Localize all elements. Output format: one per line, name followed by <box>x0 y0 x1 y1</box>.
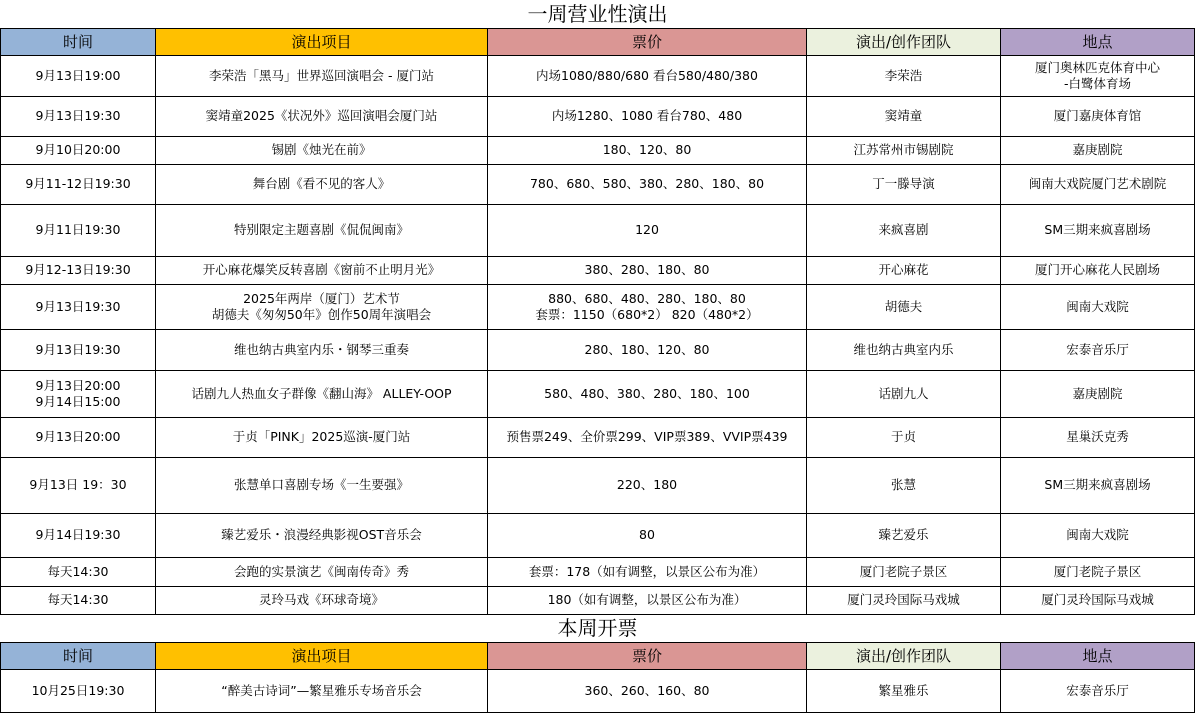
header-venue[interactable]: 地点 <box>1001 642 1195 669</box>
price-cell[interactable] <box>488 204 807 256</box>
venue-cell[interactable] <box>1001 513 1195 557</box>
show-cell[interactable] <box>156 256 488 284</box>
show-cell[interactable] <box>156 557 488 586</box>
price-cell[interactable] <box>488 669 807 712</box>
cell-text-line: 厦门灵玲国际马戏城 <box>847 592 960 607</box>
section-title-weekly-performances: 一周营业性演出 <box>1 0 1195 28</box>
time-cell[interactable] <box>1 256 156 284</box>
price-cell[interactable] <box>488 370 807 417</box>
cell-text-line: 厦门老院子景区 <box>859 563 948 579</box>
cell-text-line: 张慧 <box>890 477 916 492</box>
price-cell[interactable] <box>488 55 807 96</box>
venue-cell[interactable] <box>1001 96 1195 136</box>
cell-text-line: 繁星雅乐 <box>878 682 929 698</box>
cell-text-line: 窦靖童2025《状况外》巡回演唱会厦门站 <box>205 108 438 123</box>
time-cell[interactable] <box>1 136 156 164</box>
cell-text-line: 维也纳古典室内乐・钢琴三重奏 <box>233 341 409 357</box>
venue-cell[interactable] <box>1001 329 1195 370</box>
team-cell[interactable] <box>807 586 1001 614</box>
cell-text-line: 臻艺爱乐・浪漫经典影视OST音乐会 <box>221 527 422 542</box>
table-row <box>1 513 1195 557</box>
cell-text-line: 来疯喜剧 <box>878 222 929 237</box>
cell-text-line: 9月11-12日19:30 <box>25 176 131 191</box>
cell-text-line: 每天14:30 <box>47 563 109 579</box>
price-cell[interactable] <box>488 557 807 586</box>
cell-text-line: “醉美古诗词”—繁星雅乐专场音乐会 <box>221 682 422 698</box>
team-cell[interactable] <box>807 329 1001 370</box>
cell-text-line: 厦门奥林匹克体育中心 <box>1035 59 1161 75</box>
price-cell[interactable] <box>488 586 807 614</box>
cell-text-line: 于贞「PINK」2025巡演-厦门站 <box>232 429 411 444</box>
header-row <box>1 28 1195 55</box>
cell-text-line: 80 <box>639 527 655 542</box>
cell-text-line: 10月25日19:30 <box>31 682 125 698</box>
cell-text-line: 嘉庚剧院 <box>1072 385 1123 401</box>
price-cell[interactable] <box>488 457 807 513</box>
cell-text-line: 于贞 <box>890 429 916 444</box>
cell-text-line: 220、180 <box>616 477 678 492</box>
venue-cell[interactable] <box>1001 557 1195 586</box>
show-cell[interactable] <box>156 513 488 557</box>
cell-text-line: 120 <box>635 222 659 237</box>
table-row <box>1 586 1195 614</box>
price-cell[interactable] <box>488 164 807 204</box>
team-cell[interactable] <box>807 370 1001 417</box>
team-cell[interactable] <box>807 164 1001 204</box>
table-row <box>1 136 1195 164</box>
time-cell[interactable] <box>1 586 156 614</box>
show-cell[interactable] <box>156 457 488 513</box>
header-row <box>1 642 1195 669</box>
time-cell[interactable] <box>1 164 156 204</box>
cell-text-line: 每天14:30 <box>47 592 109 607</box>
cell-text-line: 9月13日20:00 <box>35 377 121 393</box>
cell-text-line: 嘉庚剧院 <box>1072 142 1123 157</box>
venue-cell[interactable] <box>1001 586 1195 614</box>
header-team[interactable]: 演出/创作团队 <box>807 28 1001 55</box>
cell-text-line: 9月13日19:30 <box>35 298 121 314</box>
cell-text-line: 厦门开心麻花人民剧场 <box>1035 262 1161 277</box>
cell-text-line: 180（如有调整，以景区公布为准） <box>547 592 747 607</box>
header-venue[interactable]: 地点 <box>1001 28 1195 55</box>
header-time[interactable]: 时间 <box>1 28 156 55</box>
show-cell[interactable] <box>156 284 488 329</box>
cell-text-line: 9月13日 19：30 <box>29 477 127 492</box>
header-price[interactable]: 票价 <box>488 28 807 55</box>
table-row <box>1 256 1195 284</box>
table-row <box>1 669 1195 712</box>
venue-cell[interactable] <box>1001 669 1195 712</box>
header-time[interactable]: 时间 <box>1 642 156 669</box>
show-cell[interactable] <box>156 586 488 614</box>
table-row <box>1 370 1195 417</box>
show-cell[interactable] <box>156 164 488 204</box>
cell-text-line: 厦门嘉庚体育馆 <box>1053 108 1142 123</box>
cell-text-line: 套票：1150（680*2） 820（480*2） <box>535 306 759 322</box>
venue-cell[interactable] <box>1001 136 1195 164</box>
show-cell[interactable] <box>156 329 488 370</box>
table-row <box>1 284 1195 329</box>
show-cell[interactable] <box>156 370 488 417</box>
cell-text-line: -白鹭体育场 <box>1064 75 1132 91</box>
table-row <box>1 457 1195 513</box>
team-cell[interactable] <box>807 557 1001 586</box>
cell-text-line: 9月14日15:00 <box>35 393 121 409</box>
cell-text-line: 闽南大戏院 <box>1066 527 1129 542</box>
time-cell[interactable] <box>1 370 156 417</box>
team-cell[interactable] <box>807 457 1001 513</box>
cell-text-line: 胡德夫 <box>884 298 923 314</box>
cell-text-line: 维也纳古典室内乐 <box>853 341 954 357</box>
time-cell[interactable] <box>1 457 156 513</box>
time-cell[interactable] <box>1 329 156 370</box>
header-show[interactable]: 演出项目 <box>156 28 488 55</box>
table-row <box>1 204 1195 256</box>
cell-text-line: 话剧九人 <box>878 385 929 401</box>
cell-text-line: 9月13日19:00 <box>35 67 121 83</box>
cell-text-line: 套票：178（如有调整，以景区公布为准） <box>528 563 766 579</box>
price-cell[interactable] <box>488 256 807 284</box>
cell-text-line: 380、280、180、80 <box>584 262 710 277</box>
cell-text-line: 9月12-13日19:30 <box>25 262 131 277</box>
price-cell[interactable] <box>488 284 807 329</box>
show-cell[interactable] <box>156 417 488 457</box>
team-cell[interactable] <box>807 256 1001 284</box>
cell-text-line: 180、120、80 <box>602 142 692 157</box>
cell-text-line: SM三期来疯喜剧场 <box>1044 222 1151 237</box>
cell-text-line: 李荣浩「黑马」世界巡回演唱会 - 厦门站 <box>209 67 434 83</box>
cell-text-line: 开心麻花 <box>878 262 929 277</box>
table-row <box>1 164 1195 204</box>
cell-text-line: 内场1080/880/680 看台580/480/380 <box>536 67 758 83</box>
table-row <box>1 417 1195 457</box>
cell-text-line: 李荣浩 <box>884 67 923 83</box>
cell-text-line: 厦门老院子景区 <box>1053 563 1142 579</box>
cell-text-line: SM三期来疯喜剧场 <box>1044 477 1151 492</box>
team-cell[interactable] <box>807 284 1001 329</box>
venue-cell[interactable] <box>1001 284 1195 329</box>
price-cell[interactable] <box>488 136 807 164</box>
cell-text-line: 丁一滕导演 <box>872 176 935 191</box>
cell-text-line: 9月13日19:30 <box>35 108 121 123</box>
cell-text-line: 9月10日20:00 <box>35 142 121 157</box>
venue-cell[interactable] <box>1001 55 1195 96</box>
price-cell[interactable] <box>488 417 807 457</box>
cell-text-line: 宏泰音乐厅 <box>1066 682 1129 698</box>
cell-text-line: 张慧单口喜剧专场《一生要强》 <box>233 477 409 492</box>
cell-text-line: 锡剧《烛光在前》 <box>271 142 372 157</box>
time-cell[interactable] <box>1 513 156 557</box>
cell-text-line: 280、180、120、80 <box>584 341 710 357</box>
venue-cell[interactable] <box>1001 417 1195 457</box>
venue-cell[interactable] <box>1001 370 1195 417</box>
cell-text-line: 臻艺爱乐 <box>878 527 929 542</box>
show-cell[interactable] <box>156 55 488 96</box>
cell-text-line: 9月11日19:30 <box>35 222 121 237</box>
cell-text-line: 厦门灵玲国际马戏城 <box>1041 592 1154 607</box>
header-team[interactable]: 演出/创作团队 <box>807 642 1001 669</box>
price-cell[interactable] <box>488 513 807 557</box>
time-cell[interactable] <box>1 55 156 96</box>
header-price[interactable]: 票价 <box>488 642 807 669</box>
cell-text-line: 360、260、160、80 <box>584 682 710 698</box>
venue-cell[interactable] <box>1001 164 1195 204</box>
cell-text-line: 灵玲马戏《环球奇境》 <box>258 592 384 607</box>
show-cell[interactable] <box>156 204 488 256</box>
cell-text-line: 江苏常州市锡剧院 <box>853 142 954 157</box>
cell-text-line: 闽南大戏院 <box>1066 298 1129 314</box>
cell-text-line: 闽南大戏院厦门艺术剧院 <box>1028 176 1167 191</box>
table-row <box>1 96 1195 136</box>
venue-cell[interactable] <box>1001 457 1195 513</box>
show-cell[interactable] <box>156 669 488 712</box>
cell-text-line: 星巢沃克秀 <box>1066 429 1129 444</box>
team-cell[interactable] <box>807 204 1001 256</box>
header-show[interactable]: 演出项目 <box>156 642 488 669</box>
cell-text-line: 话剧九人热血女子群像《翻山海》 ALLEY-OOP <box>191 385 452 401</box>
time-cell[interactable] <box>1 417 156 457</box>
time-cell[interactable] <box>1 204 156 256</box>
cell-text-line: 会跑的实景演艺《闽南传奇》秀 <box>233 563 409 579</box>
time-cell[interactable] <box>1 96 156 136</box>
venue-cell[interactable] <box>1001 256 1195 284</box>
cell-text-line: 880、680、480、280、180、80 <box>548 290 746 306</box>
show-cell[interactable] <box>156 96 488 136</box>
cell-text-line: 胡德夫《匆匆50年》创作50周年演唱会 <box>211 306 432 322</box>
price-cell[interactable] <box>488 96 807 136</box>
cell-text-line: 2025年两岸（厦门）艺术节 <box>243 290 400 306</box>
table-row <box>1 557 1195 586</box>
section-title-tickets-on-sale: 本周开票 <box>1 614 1195 642</box>
cell-text-line: 特别限定主题喜剧《侃侃闽南》 <box>233 222 409 237</box>
time-cell[interactable] <box>1 557 156 586</box>
cell-text-line: 宏泰音乐厅 <box>1066 341 1129 357</box>
cell-text-line: 窦靖童 <box>884 108 923 123</box>
time-cell[interactable] <box>1 284 156 329</box>
cell-text-line: 780、680、580、380、280、180、80 <box>529 176 765 191</box>
team-cell[interactable] <box>807 417 1001 457</box>
cell-text-line: 580、480、380、280、180、100 <box>544 385 750 401</box>
team-cell[interactable] <box>807 55 1001 96</box>
cell-text-line: 舞台剧《看不见的客人》 <box>252 176 391 191</box>
time-cell[interactable] <box>1 669 156 712</box>
team-cell[interactable] <box>807 96 1001 136</box>
cell-text-line: 9月13日19:30 <box>35 341 121 357</box>
team-cell[interactable] <box>807 136 1001 164</box>
table-row <box>1 329 1195 370</box>
cell-text-line: 预售票249、全价票299、VIP票389、VVIP票439 <box>506 429 788 444</box>
cell-text-line: 内场1280、1080 看台780、480 <box>551 108 743 123</box>
team-cell[interactable] <box>807 669 1001 712</box>
table-row <box>1 55 1195 96</box>
cell-text-line: 9月14日19:30 <box>35 527 121 542</box>
venue-cell[interactable] <box>1001 204 1195 256</box>
team-cell[interactable] <box>807 513 1001 557</box>
show-cell[interactable] <box>156 136 488 164</box>
price-cell[interactable] <box>488 329 807 370</box>
cell-text-line: 9月13日20:00 <box>35 429 121 444</box>
cell-text-line: 开心麻花爆笑反转喜剧《窗前不止明月光》 <box>202 262 441 277</box>
